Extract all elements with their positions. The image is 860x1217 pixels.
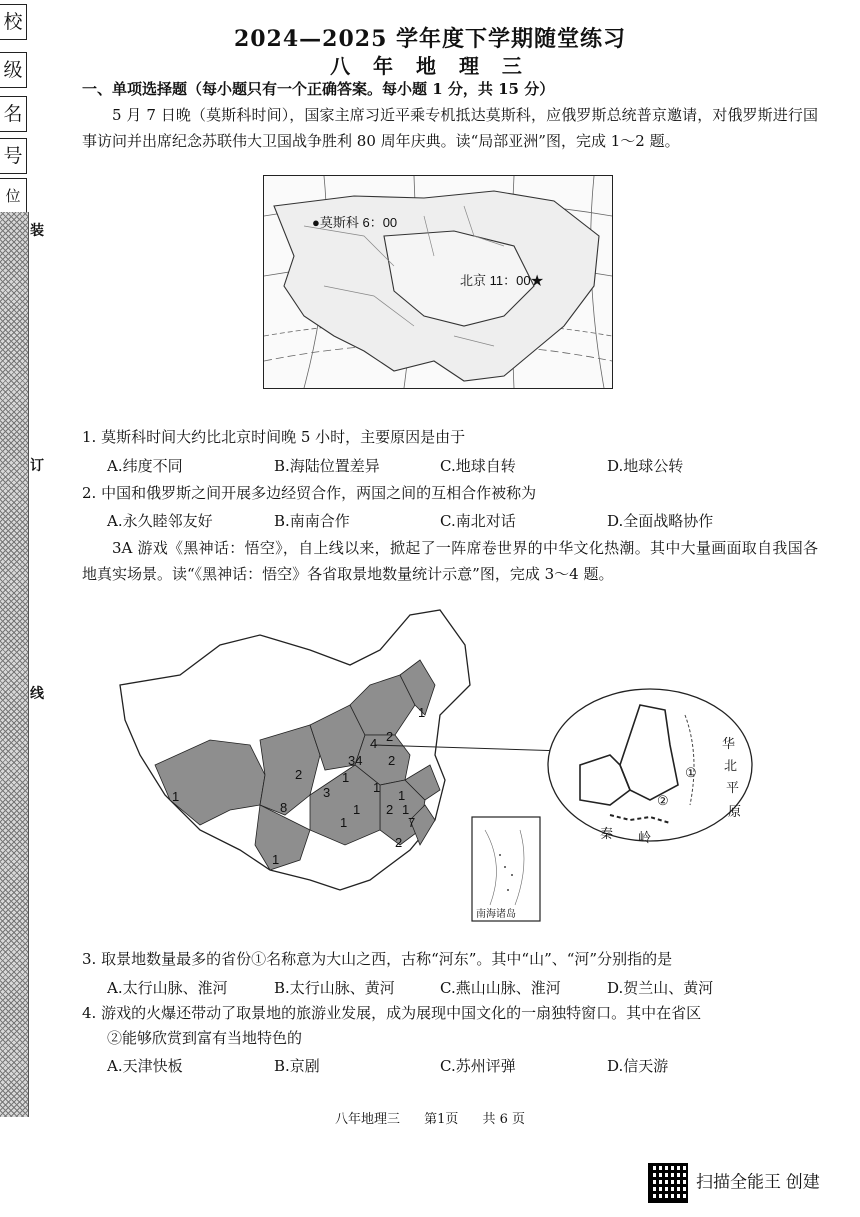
intro-paragraph-2: 3A 游戏《黑神话：悟空》，自上线以来，掀起了一阵席卷世界的中华文化热潮。其中大量画面取自我国各地真实场景。读“《黑神话：悟空》各省取景地数量统计示意”图，完成 3～4 题。 [82, 539, 818, 583]
asia-map-drawing [264, 176, 612, 388]
qr-code-icon [648, 1163, 688, 1203]
question-1-stem: 1. 莫斯科时间大约比北京时间晚 5 小时，主要原因是由于 [82, 428, 466, 446]
china-map-drawing [110, 605, 830, 925]
count-label: 1 [418, 705, 426, 720]
page-title: 2024—2025 学年度下学期随堂练习 [233, 26, 627, 52]
detail-label-province-1: ① [685, 765, 697, 780]
china-map [110, 605, 830, 925]
q3-option-c: C.燕山山脉、淮河 [440, 979, 561, 997]
count-label: 1 [340, 815, 348, 830]
count-label: 34 [348, 753, 363, 768]
scanner-watermark [648, 1163, 820, 1203]
footer-total: 共 6 页 [482, 1112, 526, 1127]
field-seat: 位 [0, 178, 27, 214]
count-label: 8 [280, 800, 288, 815]
q1-option-c: C.地球自转 [440, 457, 516, 475]
q2-option-b: B.南南合作 [274, 512, 350, 530]
question-4-stem: 4. 游戏的火爆还带动了取景地的旅游业发展，成为展现中国文化的一扇独特窗口。其中在省区 [82, 1004, 702, 1022]
count-label: 1 [373, 780, 381, 795]
question-3-stem: 3. 取景地数量最多的省份①名称意为大山之西，古称“河东”。其中“山”、“河”分别指的是 [82, 950, 673, 968]
q4-option-a: A.天津快板 [107, 1057, 183, 1075]
detail-label: 北 [724, 758, 738, 773]
page-footer [0, 1108, 860, 1127]
asia-map [263, 175, 613, 389]
q3-option-a: A.太行山脉、淮河 [107, 979, 228, 997]
field-number: 号 [0, 138, 27, 174]
map-label-beijing: 北京 11：00★ [460, 273, 544, 288]
map-label-moscow: ●莫斯科 6：00 [312, 215, 398, 230]
binding-strip [0, 0, 30, 1217]
q2-option-a: A.永久睦邻友好 [107, 512, 213, 530]
question-2-stem: 2. 中国和俄罗斯之间开展多边经贸合作，两国之间的互相合作被称为 [82, 484, 537, 502]
page-subtitle: 八 年 地 理 三 [330, 54, 530, 78]
binding-mark-zhuang: 装 [30, 223, 44, 239]
q3-option-d: D.贺兰山、黄河 [607, 979, 714, 997]
detail-label-province-2: ② [657, 793, 669, 808]
field-class: 级 [0, 52, 27, 88]
q4-option-d: D.信天游 [607, 1057, 669, 1075]
q1-option-a: A.纬度不同 [107, 457, 183, 475]
count-label: 2 [395, 835, 403, 850]
count-label: 1 [272, 852, 280, 867]
count-label: 1 [172, 789, 180, 804]
count-label: 7 [408, 815, 416, 830]
count-label: 4 [370, 736, 378, 751]
q4-option-b: B.京剧 [274, 1057, 320, 1075]
q2-option-d: D.全面战略协作 [607, 512, 714, 530]
count-label: 2 [386, 802, 394, 817]
field-school: 校 [0, 4, 27, 40]
section-heading: 一、单项选择题（每小题只有一个正确答案。每小题 1 分，共 15 分） [82, 80, 555, 98]
count-label: 1 [398, 788, 406, 803]
detail-label: 岭 [638, 830, 652, 845]
count-label: 1 [353, 802, 361, 817]
count-label: 2 [386, 729, 394, 744]
count-label: 1 [342, 770, 350, 785]
q3-option-b: B.太行山脉、黄河 [274, 979, 395, 997]
detail-label: 原 [728, 804, 742, 819]
question-4-stem-cont: ②能够欣赏到富有当地特色的 [107, 1029, 303, 1047]
q2-option-c: C.南北对话 [440, 512, 516, 530]
footer-page: 第1页 [424, 1112, 459, 1127]
detail-label: 平 [726, 780, 740, 795]
footer-course: 八年地理三 [334, 1112, 400, 1127]
detail-label: 秦 [600, 826, 614, 841]
binding-mark-ding: 订 [30, 458, 44, 474]
field-name: 名 [0, 96, 27, 132]
detail-label: 华 [722, 736, 736, 751]
count-label: 1 [402, 802, 410, 817]
count-label: 3 [323, 785, 331, 800]
watermark-text: 扫描全能王 创建 [696, 1172, 820, 1192]
intro-paragraph-1: 5 月 7 日晚（莫斯科时间），国家主席习近平乘专机抵达莫斯科，应俄罗斯总统普京邀请，对俄罗斯进行国事访问并出席纪念苏联伟大卫国战争胜利 80 周年庆典。读“局部亚洲”图，完成 1～2 题。 [82, 106, 818, 150]
q4-option-c: C.苏州评弹 [440, 1057, 516, 1075]
q1-option-d: D.地球公转 [607, 457, 684, 475]
binding-mark-xian: 线 [30, 686, 44, 702]
inset-label-south-china-sea: 南海诸岛 [476, 909, 516, 920]
count-label: 2 [295, 767, 303, 782]
q1-option-b: B.海陆位置差异 [274, 457, 380, 475]
binding-hatch [0, 212, 29, 1117]
count-label: 2 [388, 753, 396, 768]
